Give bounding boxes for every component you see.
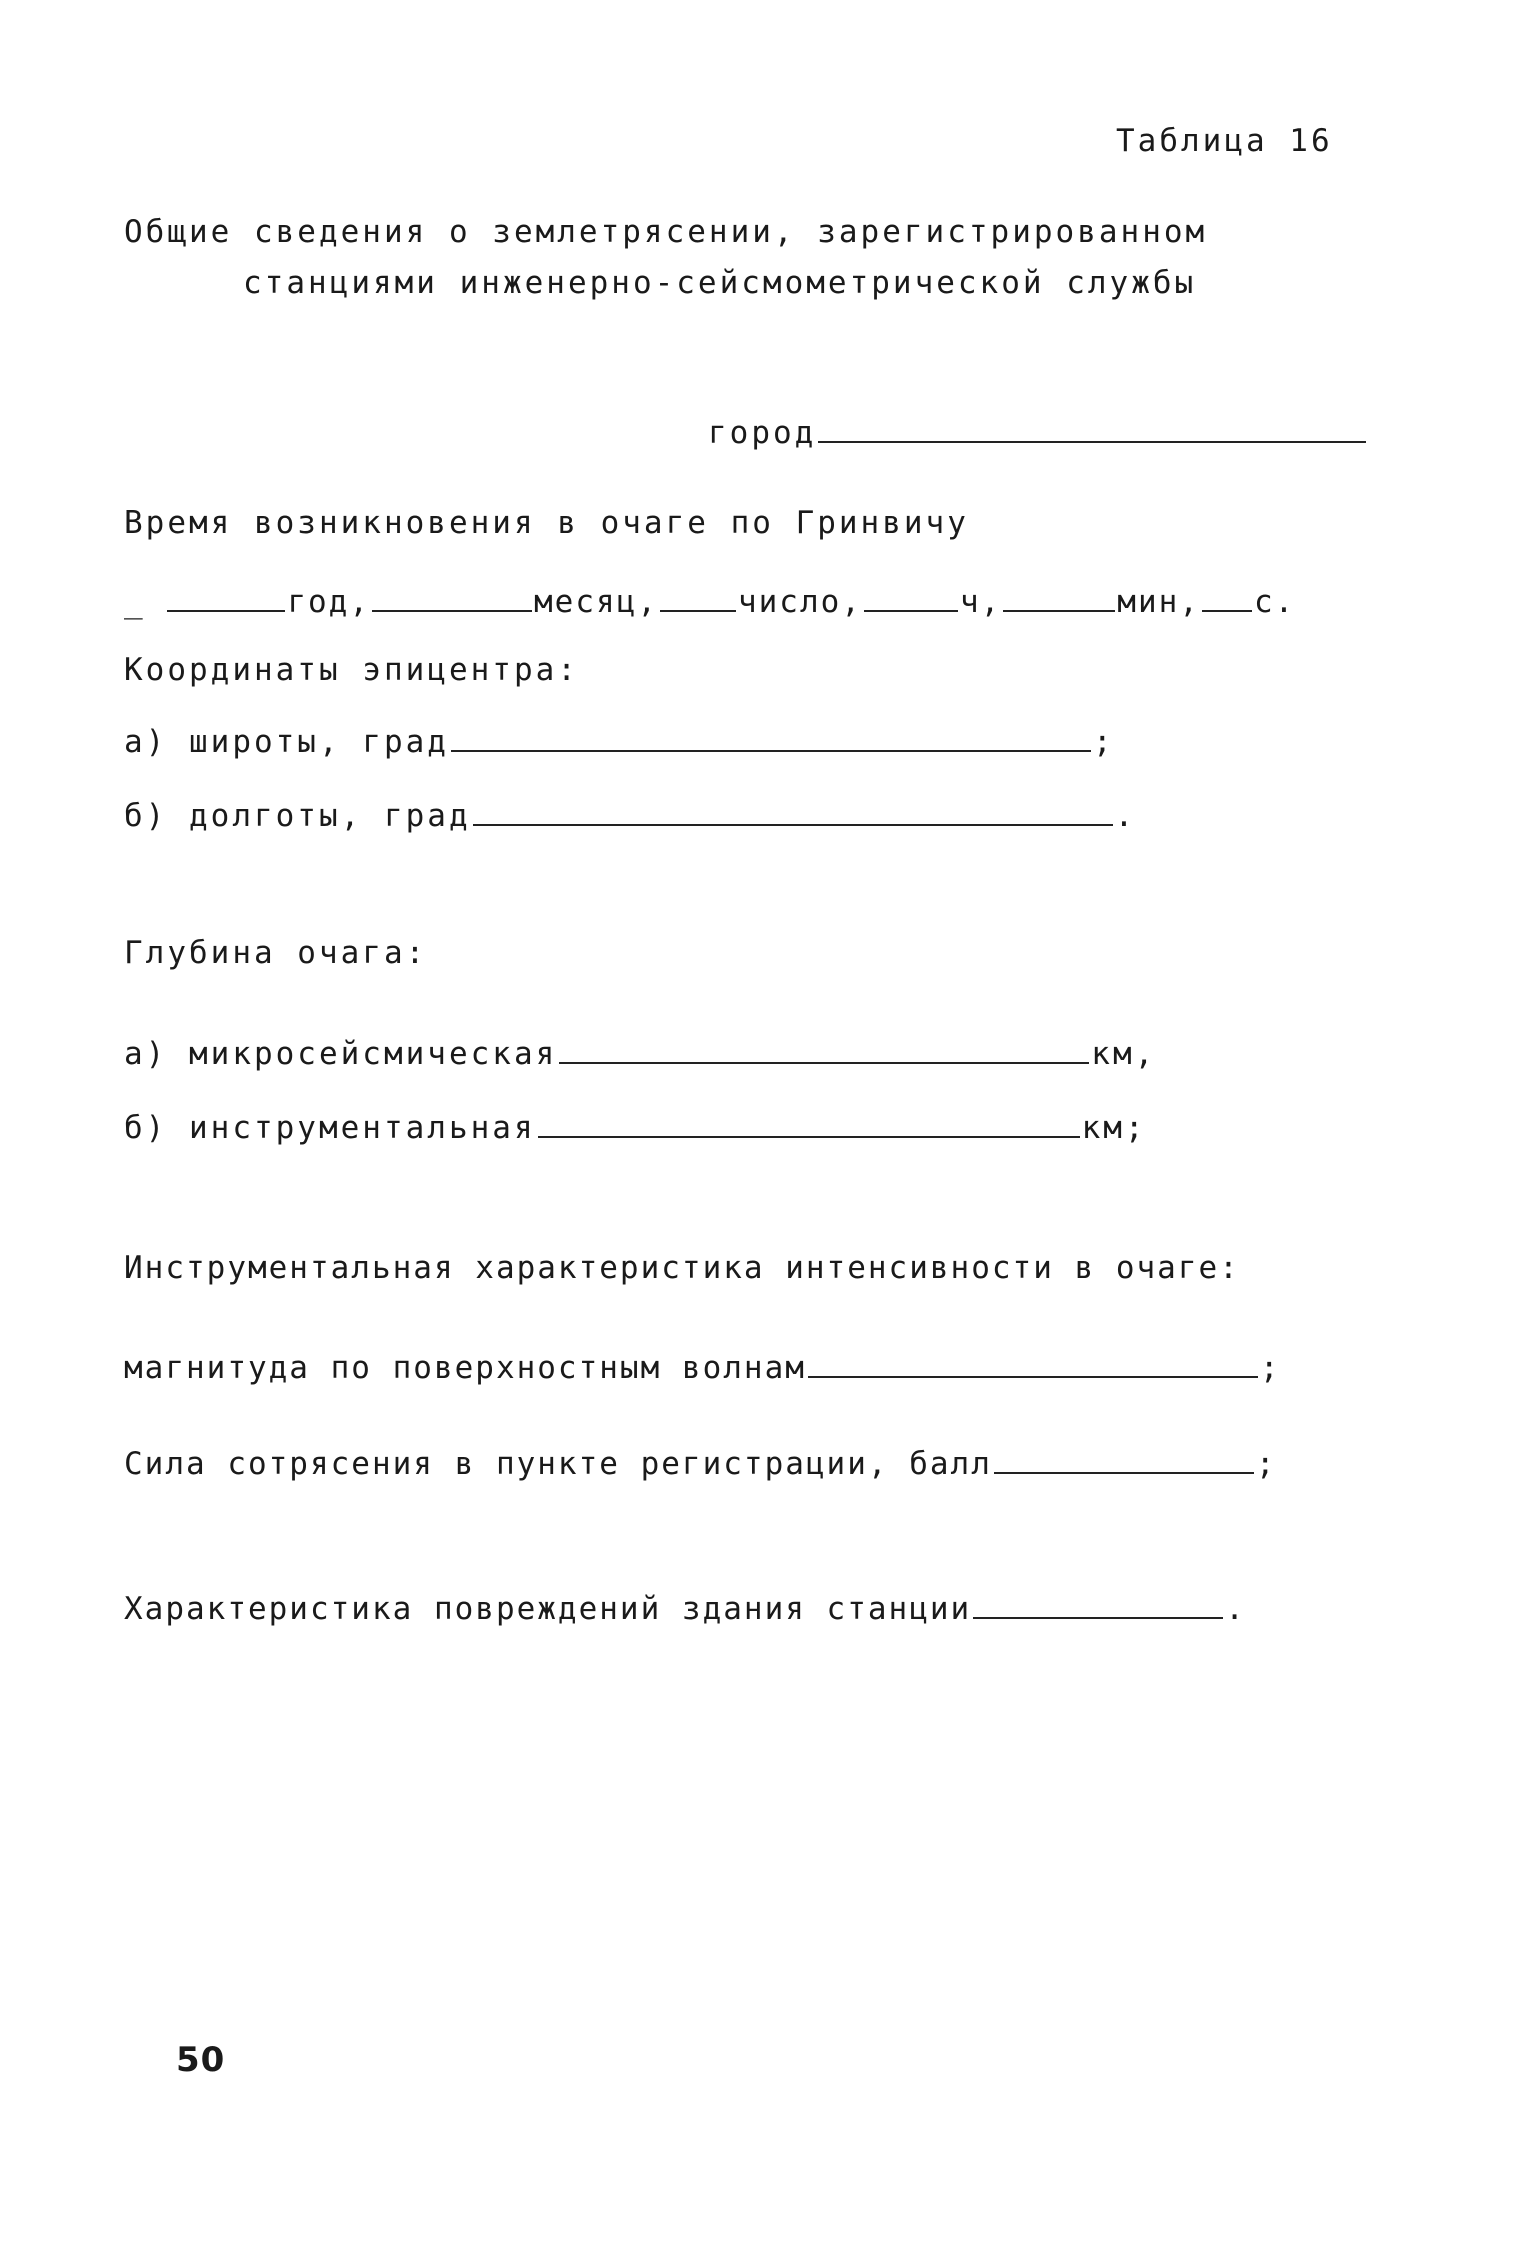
magnitude-row [124,1348,1281,1384]
depth-micro-unit: км, [1091,1036,1157,1072]
month-label: месяц, [534,584,658,620]
minute-label: мин, [1117,584,1200,620]
latitude-label: а) широты, град [124,724,449,760]
longitude-end: . [1114,798,1137,834]
minute-field[interactable] [1003,582,1115,612]
city-label: город [708,415,817,451]
document-title-line-2: станциями инженерно-сейсмометрической службы [243,265,1197,301]
longitude-label: б) долготы, град [124,798,471,834]
depth-instr-unit: км; [1081,1110,1147,1146]
magnitude-end: ; [1259,1350,1281,1386]
longitude-row [124,796,1136,832]
table-label: Таблица 16 [1116,123,1333,159]
depth-instr-row [124,1108,1147,1144]
origin-time-lead: _ [124,584,145,620]
latitude-end: ; [1092,724,1115,760]
depth-instr-label: б) инструментальная [124,1110,536,1146]
page-number: 50 [176,2040,226,2080]
epicenter-heading: Координаты эпицентра: [124,652,579,688]
shaking-end: ; [1255,1446,1277,1482]
magnitude-field[interactable] [808,1348,1258,1378]
city-row [708,413,1368,449]
intensity-heading: Инструментальная характеристика интенсивности в очаге: [124,1250,1240,1286]
depth-heading: Глубина очага: [124,935,428,971]
second-label: с. [1253,584,1296,620]
year-label: год, [287,584,370,620]
depth-micro-row [124,1034,1156,1070]
origin-time-heading: Время возникновения в очаге по Гринвичу [124,505,969,541]
damage-label: Характеристика повреждений здания станции [124,1591,972,1627]
hour-field[interactable] [864,582,958,612]
month-field[interactable] [372,582,532,612]
latitude-row [124,722,1115,758]
day-field[interactable] [660,582,736,612]
damage-field[interactable] [973,1589,1223,1619]
shaking-row [124,1444,1277,1480]
year-field[interactable] [167,582,285,612]
longitude-field[interactable] [473,796,1113,826]
origin-time-row [124,582,1295,618]
depth-instr-field[interactable] [538,1108,1080,1138]
document-title-line-1: Общие сведения о землетрясении, зарегистрированном [124,214,1208,250]
depth-micro-label: а) микросейсмическая [124,1036,558,1072]
city-field[interactable] [818,413,1366,443]
shaking-field[interactable] [994,1444,1254,1474]
shaking-label: Сила сотрясения в пункте регистрации, балл [124,1446,992,1482]
magnitude-label: магнитуда по поверхностным волнам [124,1350,806,1386]
latitude-field[interactable] [451,722,1091,752]
day-label: число, [737,584,862,620]
hour-label: ч, [959,584,1002,620]
second-field[interactable] [1202,582,1252,612]
damage-row [124,1589,1246,1625]
damage-end: . [1225,1591,1246,1627]
depth-micro-field[interactable] [559,1034,1089,1064]
